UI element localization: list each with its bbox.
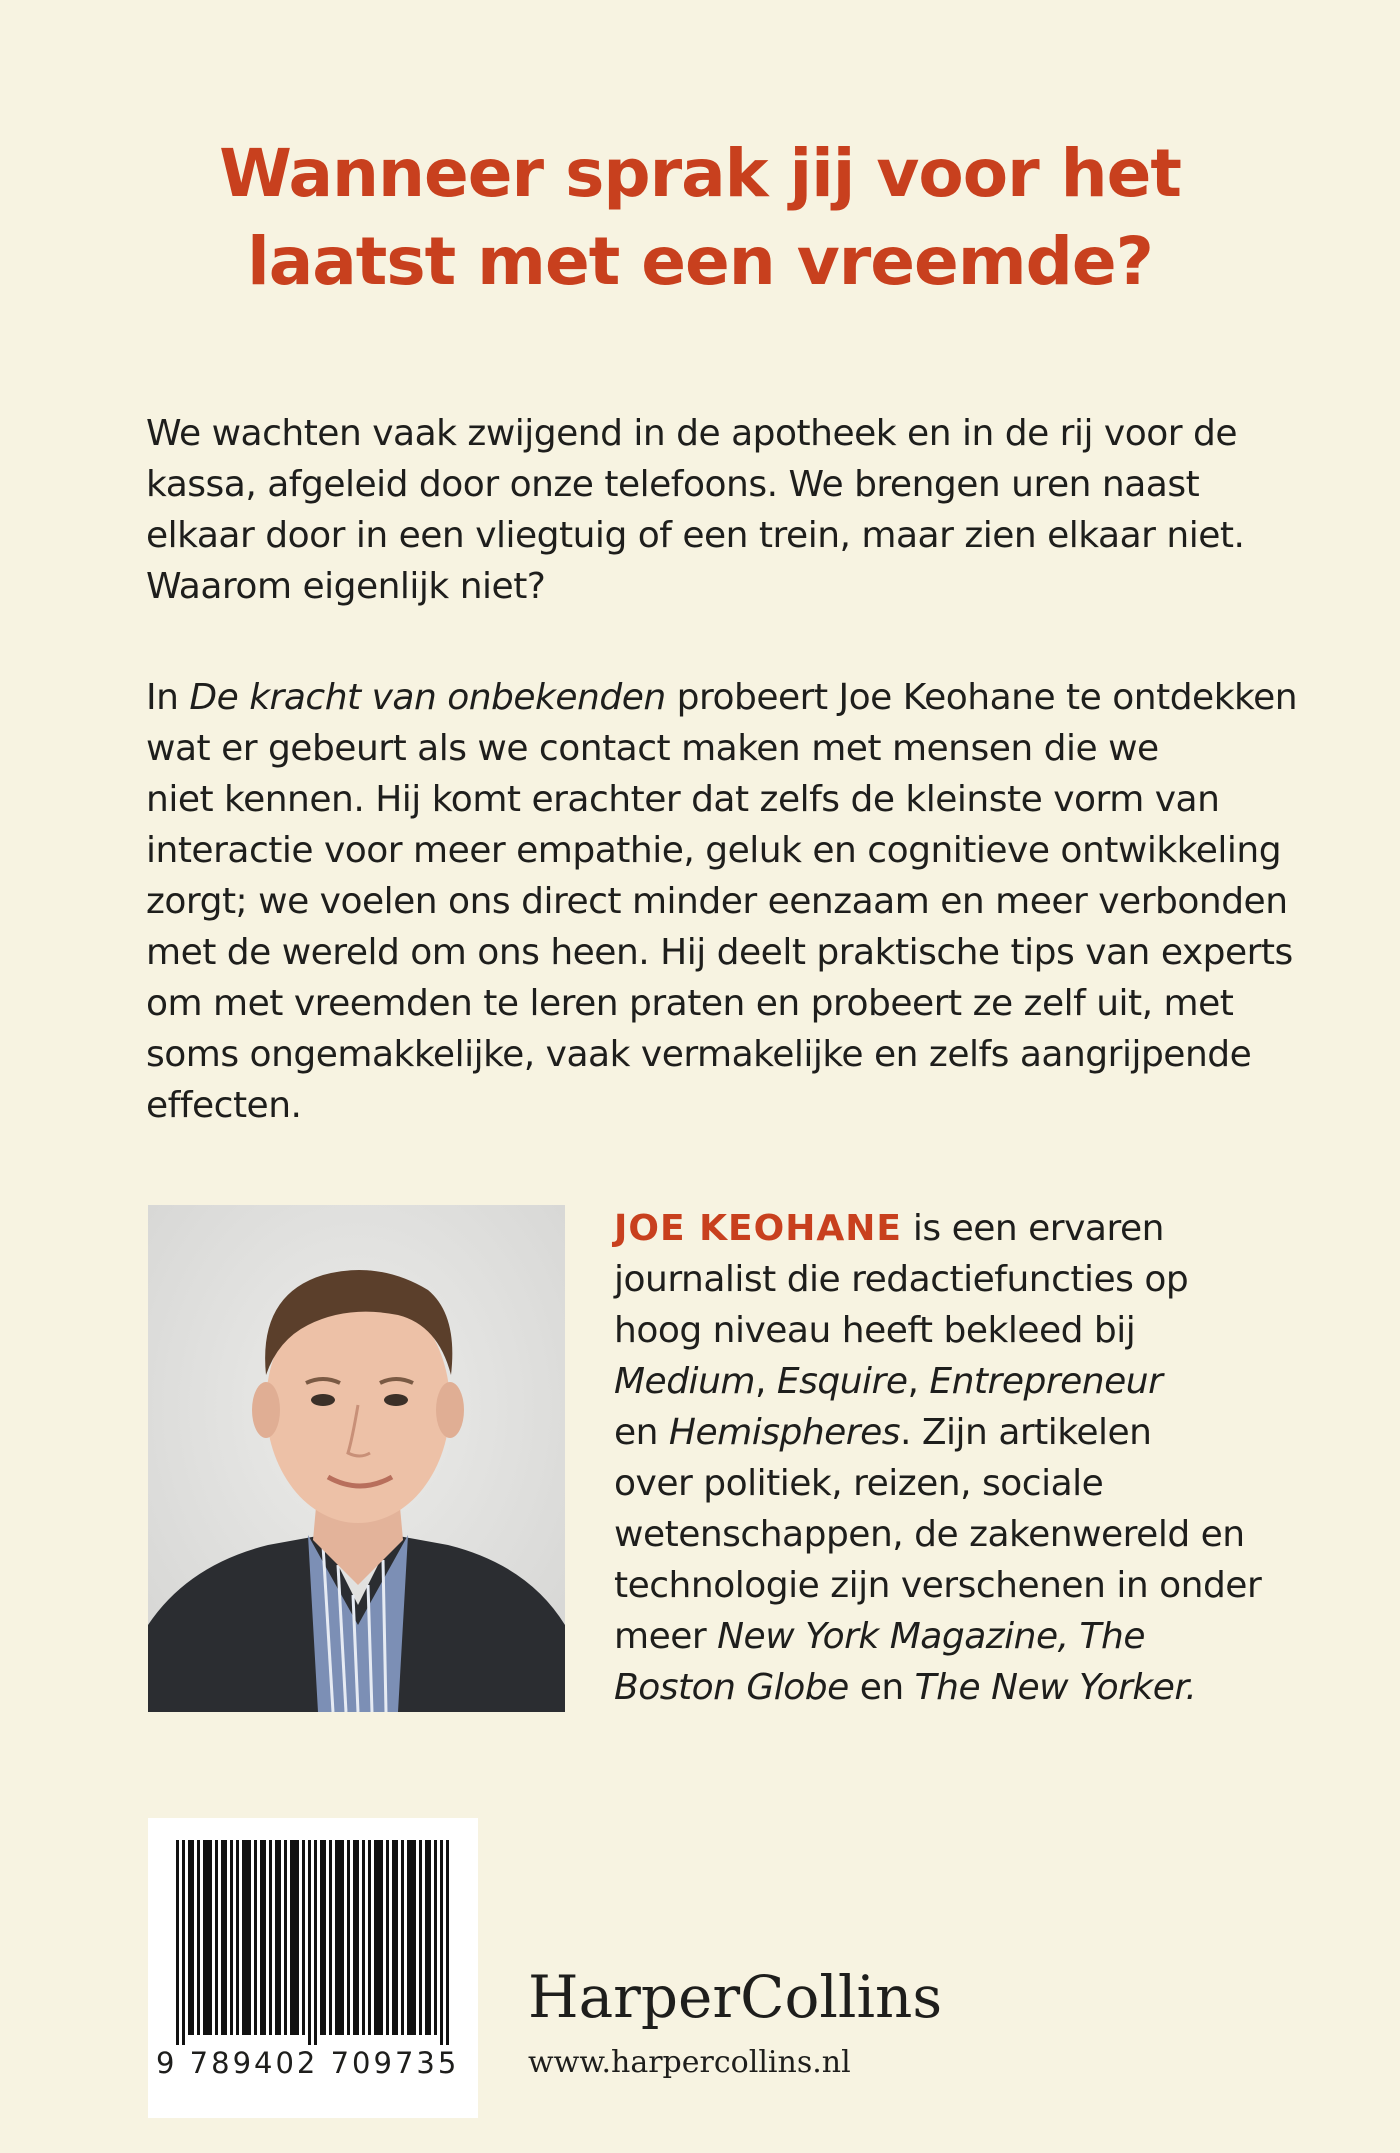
isbn-number: 9 789402 709735 <box>156 2046 460 2080</box>
bio-text: en <box>848 1667 915 1708</box>
headline <box>0 130 1400 306</box>
bio-line <box>614 1356 1294 1407</box>
bio-text: is een ervaren <box>901 1208 1164 1249</box>
description-line: wat er gebeurt als we contact maken met mensen die we <box>146 728 1159 769</box>
bio-text: en <box>614 1412 669 1453</box>
headline-line-1: Wanneer sprak jij voor het <box>219 135 1181 212</box>
author-photo <box>148 1205 565 1712</box>
publication-name: Esquire <box>776 1361 908 1402</box>
bio-line: hoog niveau heeft bekleed bij <box>614 1310 1136 1351</box>
intro-line: We wachten vaak zwijgend in de apotheek en in de rij voor de <box>146 413 1238 454</box>
bio-line <box>614 1662 1294 1713</box>
intro-line: Waarom eigenlijk niet? <box>146 566 546 607</box>
description-suffix: probeert Joe Keohane te ontdekken <box>665 677 1298 718</box>
barcode <box>148 1818 478 2118</box>
bio-line <box>614 1611 1294 1662</box>
headline-line-2: laatst met een vreemde? <box>247 223 1153 300</box>
description-line: effecten. <box>146 1085 302 1126</box>
intro-line: kassa, afgeleid door onze telefoons. We brengen uren naast <box>146 464 1200 505</box>
publication-name: Medium <box>614 1361 755 1402</box>
barcode-bars <box>170 1840 460 2045</box>
author-bio <box>614 1203 1294 1713</box>
bio-line <box>614 1407 1294 1458</box>
author-name: JOE KEOHANE <box>614 1208 902 1249</box>
book-title: De kracht van onbekenden <box>189 677 666 718</box>
separator: , <box>907 1361 930 1402</box>
description-paragraph <box>146 672 1298 1131</box>
description-line <box>146 672 1298 723</box>
author-portrait <box>148 1205 565 1712</box>
description-prefix: In <box>146 677 190 718</box>
description-line: zorgt; we voelen ons direct minder eenzaam en meer verbonden <box>146 881 1288 922</box>
separator: , <box>754 1361 777 1402</box>
description-line: interactie voor meer empathie, geluk en cognitieve ontwikkeling <box>146 830 1282 871</box>
publication-name: The New Yorker. <box>914 1667 1197 1708</box>
intro-paragraph <box>146 408 1276 612</box>
bio-line: wetenschappen, de zakenwereld en <box>614 1514 1245 1555</box>
publication-name: New York Magazine, The <box>717 1616 1145 1657</box>
publication-name: Boston Globe <box>614 1667 849 1708</box>
description-line: niet kennen. Hij komt erachter dat zelfs de kleinste vorm van <box>146 779 1220 820</box>
publisher-logo: HarperCollins <box>528 1963 943 2031</box>
bio-line: over politiek, reizen, sociale <box>614 1463 1104 1504</box>
bio-text: . Zijn artikelen <box>900 1412 1152 1453</box>
bio-text: meer <box>614 1616 718 1657</box>
bio-line: journalist die redactiefuncties op <box>614 1259 1189 1300</box>
publication-name: Entrepreneur <box>929 1361 1163 1402</box>
bio-line: technologie zijn verschenen in onder <box>614 1565 1262 1606</box>
description-line: soms ongemakkelijke, vaak vermakelijke en zelfs aangrijpende <box>146 1034 1252 1075</box>
publisher-website[interactable]: www.harpercollins.nl <box>528 2045 851 2080</box>
description-line: met de wereld om ons heen. Hij deelt praktische tips van experts <box>146 932 1293 973</box>
intro-line: elkaar door in een vliegtuig of een trein, maar zien elkaar niet. <box>146 515 1245 556</box>
bio-line <box>614 1203 1294 1254</box>
description-line: om met vreemden te leren praten en probeert ze zelf uit, met <box>146 983 1234 1024</box>
publication-name: Hemispheres <box>668 1412 900 1453</box>
